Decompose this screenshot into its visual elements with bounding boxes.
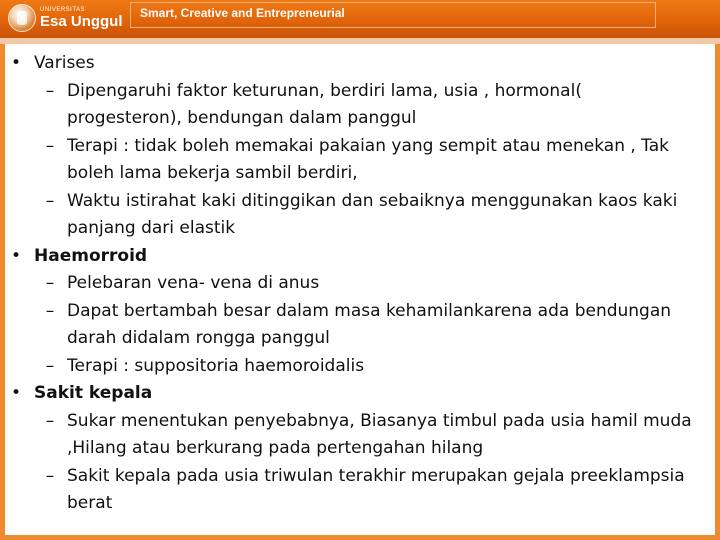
bullet-varises [0, 50, 712, 78]
sub-bullet-text: Terapi : suppositoria haemoroidalis [67, 355, 365, 376]
sub-bullet [0, 188, 712, 243]
sub-bullet [0, 298, 712, 353]
sub-bullet [0, 463, 712, 518]
header-strip [0, 38, 720, 44]
header-bar [0, 0, 720, 38]
sub-bullet-text: Dapat bertambah besar dalam masa kehamilankarena ada bendungan darah didalam rongga panggul [67, 300, 672, 348]
bullet-label: Haemorroid [34, 245, 148, 266]
sub-bullet-text: Waktu istirahat kaki ditinggikan dan sebaiknya menggunakan kaos kaki panjang dari elastik [67, 190, 678, 238]
logo-subtitle: UNIVERSITAS [40, 7, 86, 13]
header-tagline: Smart, Creative and Entrepreneurial [140, 6, 345, 20]
sub-bullet [0, 353, 712, 381]
sub-bullet-text: Terapi : tidak boleh memakai pakaian yang sempit atau menekan , Tak boleh lama bekerja sambil berdiri, [67, 135, 670, 183]
bottom-border [0, 535, 720, 540]
sub-bullet-text: Dipengaruhi faktor keturunan, berdiri lama, usia , hormonal( progesteron), bendungan dalam panggul [67, 80, 582, 128]
bullet-icon: • [10, 53, 22, 73]
dash-icon: – [45, 410, 55, 431]
sub-bullet [0, 78, 712, 133]
dash-icon: – [45, 355, 55, 376]
university-logo [8, 4, 123, 32]
slide-content [0, 50, 712, 518]
bullet-sakit-kepala [0, 380, 712, 408]
bullet-haemorroid [0, 243, 712, 271]
logo-text [40, 7, 123, 29]
bullet-icon: • [10, 245, 22, 266]
bullet-label: Varises [34, 53, 95, 73]
logo-name: Esa Unggul [40, 13, 123, 30]
sub-bullet [0, 408, 712, 463]
bullet-label: Sakit kepala [34, 383, 153, 403]
bullet-icon: • [10, 383, 22, 403]
dash-icon: – [45, 190, 55, 211]
dash-icon: – [45, 135, 55, 156]
sub-bullet-text: Sakit kepala pada usia triwulan terakhir merupakan gejala preeklampsia berat [67, 465, 685, 513]
dash-icon: – [45, 80, 55, 101]
logo-emblem-icon [8, 4, 36, 32]
sub-bullet [0, 133, 712, 188]
sub-bullet [0, 270, 712, 298]
dash-icon: – [45, 300, 55, 321]
dash-icon: – [45, 273, 55, 293]
sub-bullet-text: Sukar menentukan penyebabnya, Biasanya timbul pada usia hamil muda ,Hilang atau berkurang pada pertengahan hilang [67, 410, 692, 458]
right-border [715, 44, 720, 540]
dash-icon: – [45, 465, 55, 486]
sub-bullet-text: Pelebaran vena- vena di anus [67, 273, 320, 293]
